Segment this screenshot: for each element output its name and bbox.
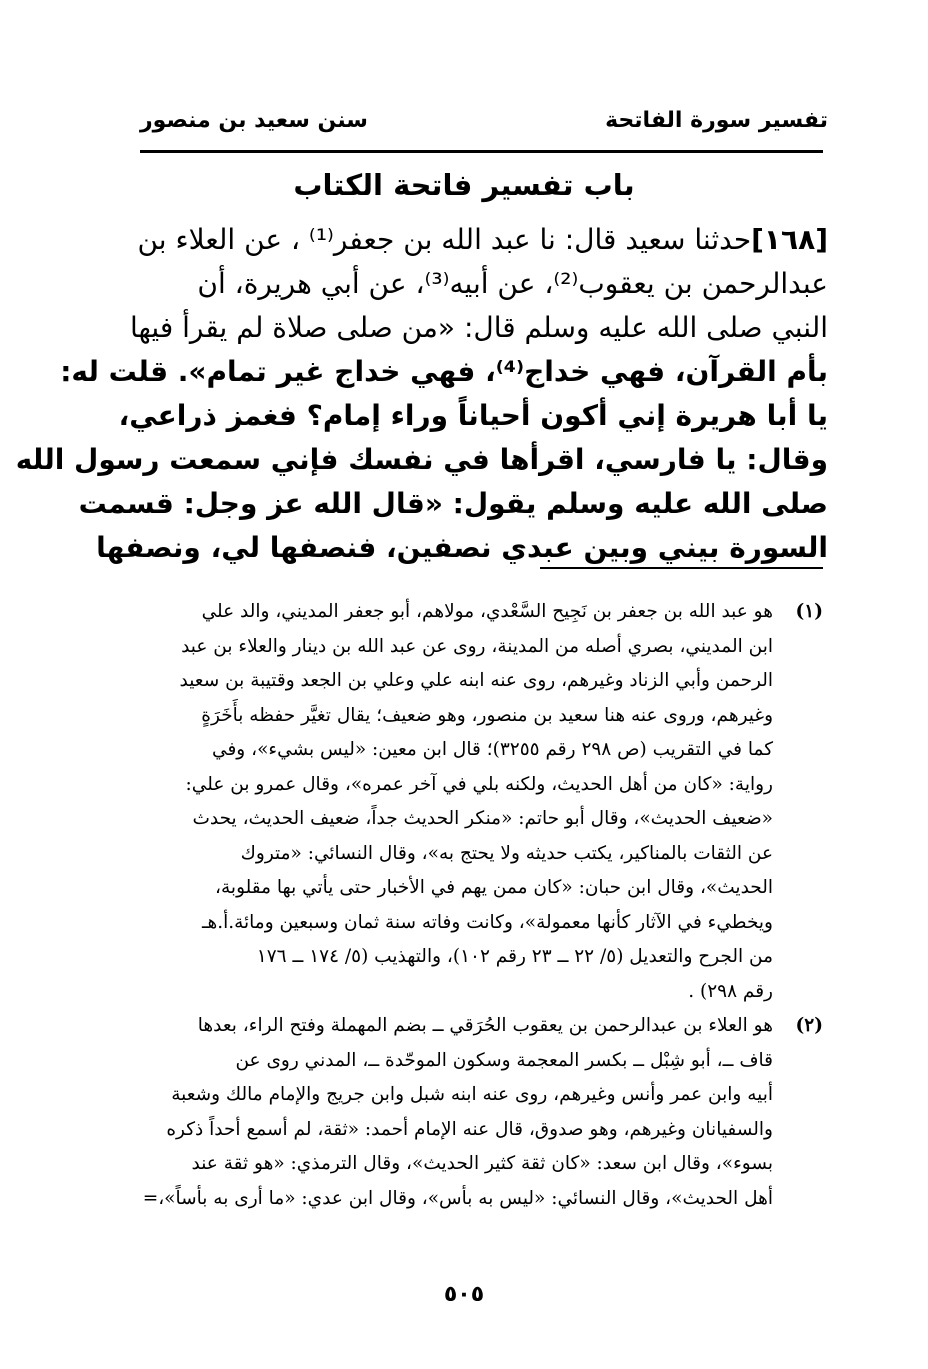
footnote-line: هو العلاء بن عبدالرحمن بن يعقوب الحُرَقي ــ بضم المهملة وفتح الراء، بعدها [197, 1015, 773, 1036]
footnote-line: والسفيانان وغيرهم، وهو صدوق، قال عنه الإمام أحمد: «ثقة، لم أسمع أحداً ذكره [166, 1118, 773, 1140]
footnote-line: أبيه وابن عمر وأنس وغيرهم، روى عنه ابنه شبل وابن جريج والإمام مالك وشعبة [171, 1084, 773, 1105]
hadith-line: وقال: يا فارسي، اقرأها في نفسك فإني سمعت رسول الله [15, 443, 828, 476]
hadith-line: النبي صلى الله عليه وسلم قال: «من صلى صلاة لم يقرأ فيها [129, 311, 828, 344]
footnote-line: الحديث»، وقال ابن حبان: «كان ممن يهم في الأخبار حتى يأتي بها مقلوبة، [215, 877, 773, 898]
chapter-title: باب تفسير فاتحة الكتاب [293, 168, 635, 202]
footnote-number: (١) [795, 601, 823, 622]
footnote-1 [130, 595, 823, 1009]
footnote-line: الرحمن وأبي الزناد وغيرهم، روى عنه ابنه علي وعلي بن الجعد وقتيبة بن سعيد [179, 670, 773, 691]
hadith-line: عبدالرحمن بن يعقوب⁽²⁾، عن أبيه⁽³⁾، عن أبي هريرة، أن [197, 267, 828, 300]
footnote-line: وغيرهم، وروى عنه هنا سعيد بن منصور، وهو ضعيف؛ يقال تغيَّر حفظه بأَخَرَةٍ [201, 704, 773, 726]
hadith-line: [١٦٨]حدثنا سعيد قال: نا عبد الله بن جعفر⁽¹⁾ ، عن العلاء بن [137, 223, 828, 256]
footnote-separator [540, 567, 823, 569]
page-number: ٥٠٥ [443, 1282, 485, 1307]
hadith-line: السورة بيني وبين عبدي نصفين، فنصفها لي، ونصفها [96, 531, 828, 564]
footnote-line: «ضعيف الحديث»، وقال أبو حاتم: «منكر الحديث جداً، ضعيف الحديث، يحدث [192, 808, 773, 829]
footnote-line: عن الثقات بالمناكير، يكتب حديثه ولا يحتج به»، وقال النسائي: «متروك [240, 842, 773, 864]
hadith-block [15, 218, 828, 570]
footnote-line: أهل الحديث»، وقال النسائي: «ليس به بأس»، وقال ابن عدي: «ما أرى به بأساً»،= [142, 1187, 773, 1209]
hadith-line: صلى الله عليه وسلم يقول: «قال الله عز وجل: قسمت [78, 487, 828, 520]
footnote-line: من الجرح والتعديل (٥/ ٢٢ ــ ٢٣ رقم ١٠٢)، والتهذيب (٥/ ١٧٤ ــ ١٧٦ [256, 946, 773, 967]
footnote-line: رقم ٢٩٨) . [688, 980, 773, 1002]
hadith-number: [١٦٨] [751, 223, 828, 256]
hadith-line: بأم القرآن، فهي خداج⁽⁴⁾، فهي خداج غير تمام». قلت له: [60, 355, 828, 388]
footnote-line: ويخطيء في الآثار كأنها معمولة»، وكانت وفاته سنة ثمان وسبعين ومائة.أ.هـ [202, 911, 773, 933]
footnote-line: قاف ــ، أبو شِبْل ــ بكسر المعجمة وسكون الموحّدة ــ، المدني روى عن [235, 1049, 773, 1071]
footnote-line: هو عبد الله بن جعفر بن نَجِيح السَّعْدي، مولاهم، أبو جعفر المديني، والد علي [201, 601, 773, 622]
footnote-line: ابن المديني، بصري أصله من المدينة، روى عن عبد الله بن دينار والعلاء بن عبد [181, 635, 773, 657]
running-header [140, 100, 828, 140]
footnotes [130, 595, 823, 1216]
header-surah-title: تفسير سورة الفاتحة [605, 107, 828, 133]
hadith-line: يا أبا هريرة إني أكون أحياناً وراء إمام؟ فغمز ذراعي، [118, 399, 828, 432]
footnote-number: (٢) [795, 1015, 823, 1036]
header-rule [140, 150, 823, 153]
header-book-title: سنن سعيد بن منصور [140, 107, 368, 133]
footnote-2 [130, 1009, 823, 1216]
footnote-line: رواية: «كان من أهل الحديث، ولكنه بلي في آخر عمره»، وقال عمرو بن علي: [185, 773, 773, 795]
footnote-line: كما في التقريب (ص ٢٩٨ رقم ٣٢٥٥)؛ قال ابن معين: «ليس بشيء»، وفي [212, 739, 773, 760]
footnote-line: بسوء»، وقال ابن سعد: «كان ثقة كثير الحديث»، وقال الترمذي: «هو ثقة عند [191, 1153, 773, 1174]
